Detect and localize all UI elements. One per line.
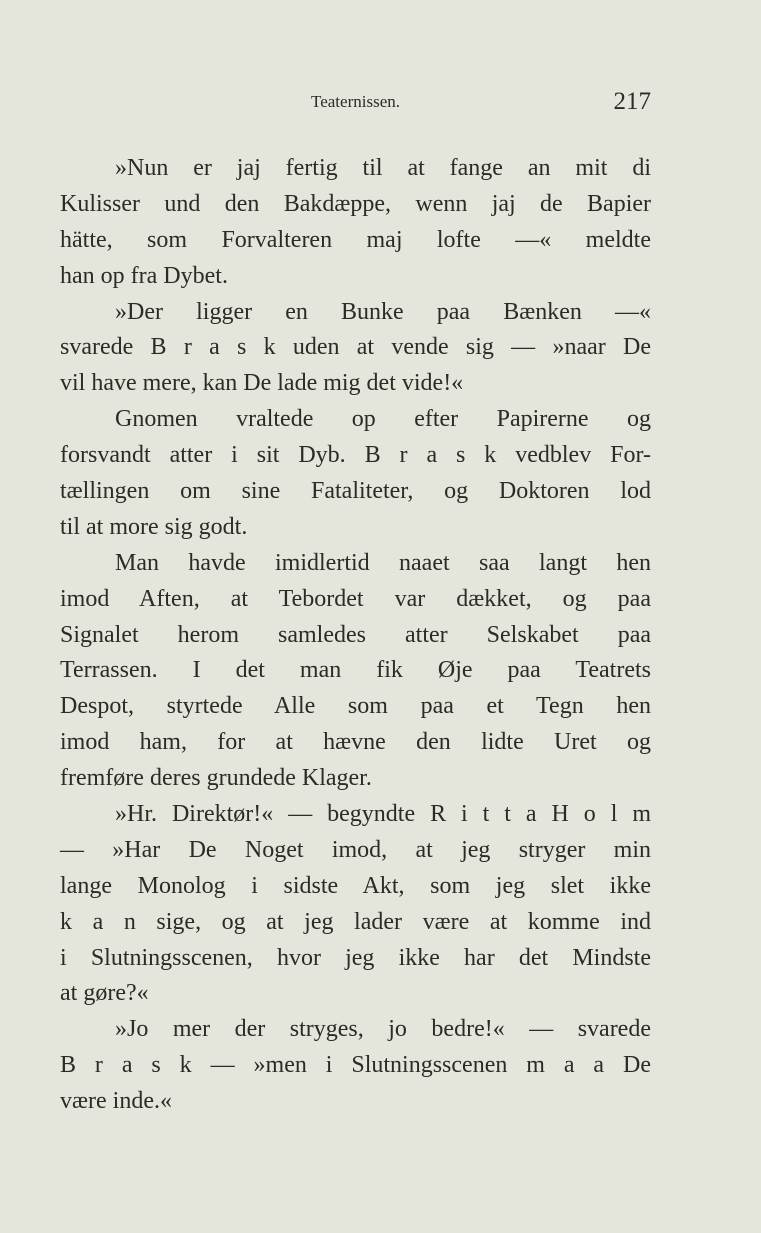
text-line: imod Aften, at Tebordet var dækket, og paa (60, 585, 651, 612)
running-title: Teaternissen. (311, 92, 400, 111)
text-line: Gnomen vraltede op efter Papirerne og (115, 406, 651, 433)
text-line: Terrassen. I det man fik Øje paa Teatrets (60, 657, 651, 684)
text-line: i Slutningsscenen, hvor jeg ikke har det Mindste (60, 944, 651, 971)
text-line: forsvandt atter i sit Dyb. B r a s k vedblev For- (60, 442, 651, 469)
text-line: »Jo mer der stryges, jo bedre!« — svarede (115, 1016, 651, 1043)
text-line: være inde.« (60, 1088, 172, 1115)
text-line: lange Monolog i sidste Akt, som jeg slet ikke (60, 872, 651, 899)
text-line: at gøre?« (60, 980, 149, 1007)
text-line: hätte, som Forvalteren maj lofte —« meldte (60, 226, 651, 253)
text-line: »Der ligger en Bunke paa Bænken —« (115, 298, 651, 325)
text-line: B r a s k — »men i Slutningsscenen m a a De (60, 1052, 651, 1079)
text-line: Despot, styrtede Alle som paa et Tegn hen (60, 693, 651, 720)
text-line: »Nun er jaj fertig til at fange an mit di (115, 155, 651, 181)
text-line: svarede B r a s k uden at vende sig — »naar De (60, 334, 651, 361)
text-line: vil have mere, kan De lade mig det vide!« (60, 370, 464, 397)
text-line: imod ham, for at hævne den lidte Uret og (60, 729, 651, 756)
text-line: »Hr. Direktør!« — begyndte R i t t a H o l m (115, 801, 651, 828)
page-number: 217 (613, 88, 651, 115)
page-header (60, 88, 651, 122)
body-text (60, 150, 651, 1119)
text-line: til at more sig godt. (60, 513, 248, 540)
text-line: Kulisser und den Bakdæppe, wenn jaj de Bapier (60, 190, 651, 217)
text-line: Signalet herom samledes atter Selskabet paa (60, 621, 651, 648)
text-line: — »Har De Noget imod, at jeg stryger min (60, 836, 651, 863)
text-line: Man havde imidlertid naaet saa langt hen (115, 549, 651, 576)
text-line: k a n sige, og at jeg lader være at komme ind (60, 908, 651, 935)
text-line: han op fra Dybet. (60, 262, 228, 289)
text-line: fremføre deres grundede Klager. (60, 765, 372, 792)
text-line: tællingen om sine Fataliteter, og Doktoren lod (60, 478, 651, 505)
